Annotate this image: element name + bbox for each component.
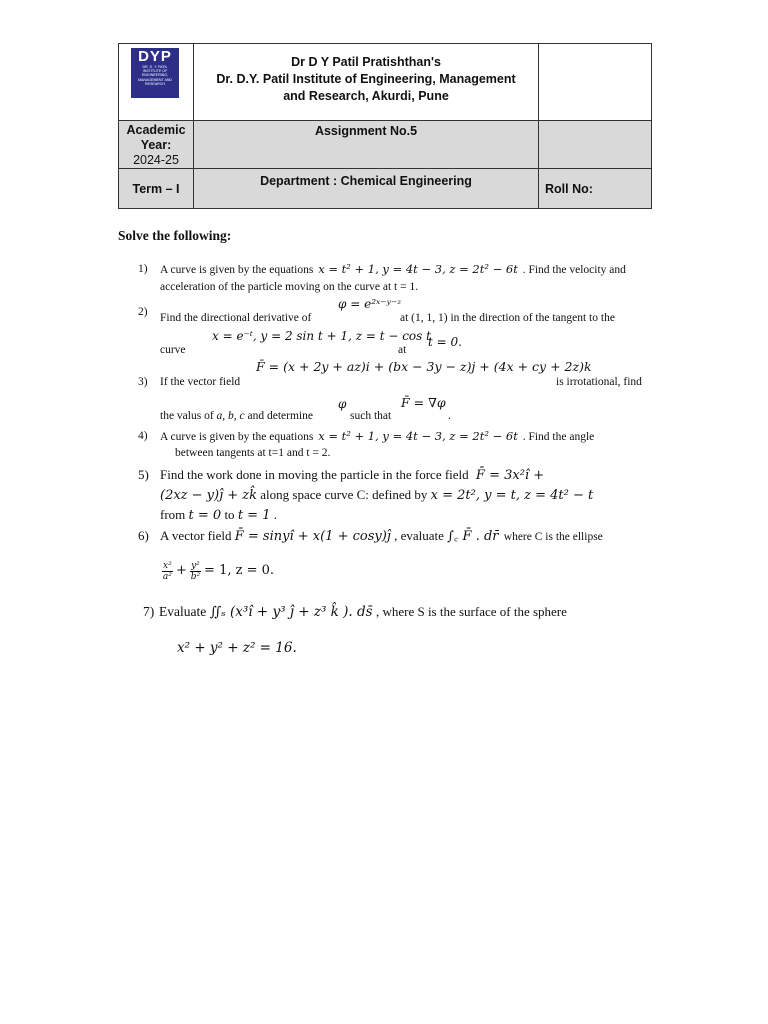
q4-text-post: . Find the angle xyxy=(522,431,595,443)
q5-from: from xyxy=(160,507,186,522)
q2-curve-word: curve xyxy=(160,344,186,356)
q5-force-field: F̄ = 3x²î + xyxy=(475,468,545,483)
logo-text: DYP xyxy=(138,48,172,65)
q3-such-that: such that xyxy=(350,410,392,422)
q6-line-integral: ∫꜀ F̄ . dr̄ xyxy=(447,529,499,544)
q5-t-end: t = 1 xyxy=(237,508,271,523)
q7-text: Evaluate xyxy=(159,604,207,619)
q3-line2-pre: the valus of xyxy=(160,410,214,422)
q5-force-field-cont: (2xz − y)ĵ + zk̂ xyxy=(160,488,258,503)
institute-line1: Dr. D.Y. Patil Institute of Engineering, Management xyxy=(216,72,516,86)
q2-at-equation: t = 0. xyxy=(428,335,462,349)
q4-equation: x = t² + 1, y = 4t − 3, z = 2t² − 6t xyxy=(318,429,518,443)
q6-frac-y-den: b² xyxy=(190,571,201,582)
institute-line2: and Research, Akurdi, Pune xyxy=(283,89,449,103)
q3-dot: . xyxy=(448,410,451,422)
q4-text: A curve is given by the equations xyxy=(160,431,314,443)
q5-to: to xyxy=(224,507,235,522)
question-number: 1) xyxy=(138,263,148,275)
q6-frac-y-num: y² xyxy=(191,560,200,571)
q2-text-post: at (1, 1, 1) in the direction of the tangent to the xyxy=(400,312,615,324)
logo-subtext: DR. D. Y. PATIL INSTITUTE OF ENGINEERING, MANAGEMENT AND RESEARCH xyxy=(137,65,173,86)
q3-text: If the vector field xyxy=(160,376,241,388)
q1-equation: x = t² + 1, y = 4t − 3, z = 2t² − 6t xyxy=(318,262,518,276)
question-number: 2) xyxy=(138,306,148,318)
blank-cell-mid xyxy=(539,121,652,169)
question-number: 3) xyxy=(138,376,148,388)
trust-name: Dr D Y Patil Pratishthan's xyxy=(291,55,441,69)
q2-phi-equation: φ = e²ˣ⁻ʸ⁻ᶻ xyxy=(338,297,402,311)
q7-text-post: , where S is the surface of the sphere xyxy=(375,604,567,619)
q7-sphere-equation: x² + y² + z² = 16. xyxy=(177,640,297,656)
q4-line2: between tangents at t=1 and t = 2. xyxy=(175,447,331,459)
q5-line2-text: along space curve C: defined by xyxy=(260,487,428,502)
q6-frac-y xyxy=(190,561,201,582)
q3-text-post: is irrotational, find xyxy=(556,376,642,388)
question-2 xyxy=(138,296,658,358)
question-3 xyxy=(138,358,658,426)
logo-cell xyxy=(119,44,194,121)
q3-line2-mid: and determine xyxy=(247,410,313,422)
term-cell: Term – I xyxy=(119,169,194,209)
academic-year-cell xyxy=(119,121,194,169)
academic-year-value: 2024-25 xyxy=(133,153,179,167)
q1-text: A curve is given by the equations xyxy=(160,264,314,276)
q2-curve-equation: x = e⁻ᵗ, y = 2 sin t + 1, z = t − cos t xyxy=(212,329,431,343)
q6-frac-x-den: a² xyxy=(162,571,172,582)
assignment-title: Assignment No.5 xyxy=(194,121,539,169)
question-number: 5) xyxy=(138,467,149,482)
q6-ellipse-equation xyxy=(162,560,274,582)
q3-line2 xyxy=(160,408,313,425)
q5-end: . xyxy=(273,507,277,522)
q3-phi: φ xyxy=(338,397,347,411)
header-table-container xyxy=(118,43,650,196)
section-heading: Solve the following: xyxy=(118,228,232,243)
institute-logo xyxy=(131,48,179,98)
q6-evaluate: , evaluate xyxy=(394,528,444,543)
academic-year-label: Academic Year: xyxy=(126,123,186,152)
roll-no-cell: Roll No: xyxy=(539,169,652,209)
q6-ellipse-plus: + xyxy=(175,563,187,578)
q3-constants: a, b, c xyxy=(216,410,245,422)
header-table xyxy=(118,43,652,209)
q5-t-start: t = 0 xyxy=(188,508,222,523)
question-number: 7) xyxy=(143,604,155,619)
q2-text: Find the directional derivative of xyxy=(160,312,312,324)
q7-surface-integral: ∬ₛ (x³î + y³ ĵ + z³ k̂ ). ds̄ xyxy=(209,604,373,620)
institute-name-cell xyxy=(194,44,539,121)
department-cell: Department : Chemical Engineering xyxy=(194,169,539,209)
q6-text-post: where C is the ellipse xyxy=(503,531,603,543)
q6-frac-x-num: x² xyxy=(163,560,172,571)
q6-field-equation: F̄ = sinyî + x(1 + cosy)ĵ xyxy=(234,529,391,544)
blank-cell-top xyxy=(539,44,652,121)
q2-at-word: at xyxy=(398,344,407,356)
q5-space-curve: x = 2t², y = t, z = 4t² − t xyxy=(430,488,594,503)
q1-line2: acceleration of the particle moving on the curve at t = 1. xyxy=(160,281,419,293)
q6-text: A vector field xyxy=(160,528,232,543)
q3-field-equation: F̄ = (x + 2y + az)i + (bx − 3y − z)j + (4x + cy + 2z)k xyxy=(256,359,592,374)
q3-gradient-equation: F̄ = ∇φ xyxy=(401,395,446,410)
q6-ellipse-rest: = 1, z = 0. xyxy=(204,563,275,578)
question-number: 4) xyxy=(138,430,148,442)
question-number: 6) xyxy=(138,528,149,543)
q1-text-post: . Find the velocity and xyxy=(522,264,626,276)
q6-frac-x xyxy=(162,561,173,582)
q5-line1-text: Find the work done in moving the particle in the force field xyxy=(160,467,469,482)
